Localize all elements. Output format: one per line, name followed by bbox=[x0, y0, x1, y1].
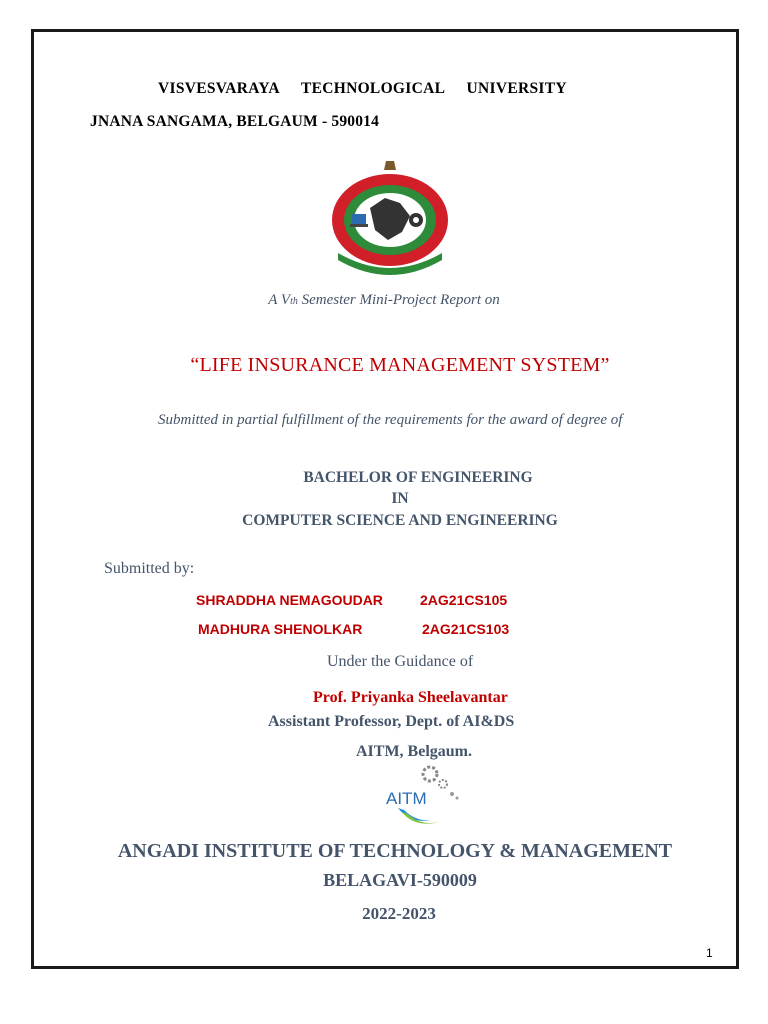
aitm-logo-text: AITM bbox=[386, 789, 427, 808]
submitted-by-label: Submitted by: bbox=[104, 560, 195, 577]
guidance-label: Under the Guidance of bbox=[327, 653, 474, 670]
submission-note: Submitted in partial fulfillment of the requirements for the award of degree of bbox=[158, 412, 623, 428]
university-name: VISVESVARAYA TECHNOLOGICAL UNIVERSITY bbox=[158, 80, 567, 97]
vtu-seal-logo bbox=[330, 158, 450, 278]
student-name: MADHURA SHENOLKAR bbox=[198, 621, 363, 637]
institute-city: BELAGAVI-590009 bbox=[323, 870, 477, 890]
aitm-logo bbox=[380, 764, 466, 828]
guide-name: Prof. Priyanka Sheelavantar bbox=[313, 689, 508, 706]
guide-designation: Assistant Professor, Dept. of AI&DS bbox=[268, 713, 515, 730]
student-name: SHRADDHA NEMAGOUDAR bbox=[196, 592, 383, 608]
student-usn: 2AG21CS105 bbox=[420, 592, 508, 608]
university-address: JNANA SANGAMA, BELGAUM - 590014 bbox=[90, 113, 380, 130]
degree-in: IN bbox=[391, 490, 409, 507]
project-title: “LIFE INSURANCE MANAGEMENT SYSTEM” bbox=[190, 354, 610, 376]
degree-name: BACHELOR OF ENGINEERING bbox=[303, 469, 533, 486]
report-intro: A Vth Semester Mini-Project Report on bbox=[268, 292, 500, 308]
institute-name: ANGADI INSTITUTE OF TECHNOLOGY & MANAGEMENT bbox=[117, 840, 673, 862]
page-number: 1 bbox=[706, 946, 713, 960]
guide-place: AITM, Belgaum. bbox=[356, 743, 472, 760]
student-usn: 2AG21CS103 bbox=[422, 621, 510, 637]
degree-branch: COMPUTER SCIENCE AND ENGINEERING bbox=[242, 512, 558, 529]
academic-year: 2022-2023 bbox=[362, 904, 436, 923]
